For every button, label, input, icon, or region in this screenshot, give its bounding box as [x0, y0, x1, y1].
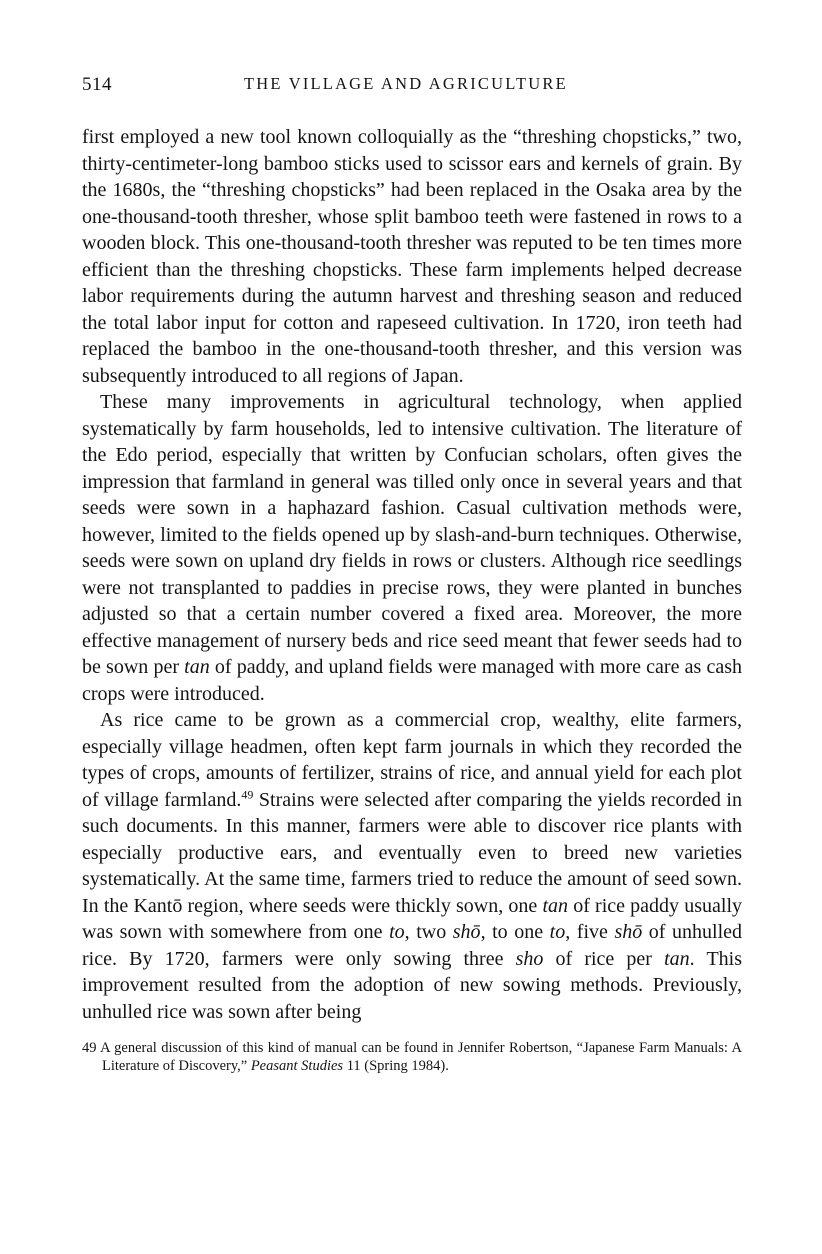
- paragraph: [82, 389, 742, 707]
- italic-term: to: [389, 921, 405, 943]
- paragraph-text: , to one: [480, 921, 550, 943]
- footnote-text: 11 (Spring 1984).: [343, 1058, 449, 1074]
- running-header: [82, 70, 742, 100]
- paragraph-text: These many improvements in agricultural technology, when applied systematically by farm households, led to intensive cultivation. The literature of the Edo period, especially that written by Confucian scholars, often gives the impression that farmland in general was tilled only once in several years and that seeds were sown in a haphazard fashion. Casual cultivation methods were, however, limited to the fields opened up by slash-and-burn techniques. Otherwise, seeds were sown on upland dry fields in rows or clusters. Although rice seedlings were not transplanted to paddies in precise rows, they were planted in bunches adjusted so that a certain number covered a fixed area. Moreover, the more effective management of nursery beds and rice seed meant that fewer seeds had to be sown per: [82, 391, 742, 678]
- italic-term: sho: [515, 947, 544, 970]
- italic-term: tan: [664, 947, 690, 970]
- paragraph-text: As rice came to be grown as a commercial crop, wealthy, elite farmers, especially village headmen, often kept farm journals in which they recorded the types of crops, amounts of fertilizer, strains of rice, and annual yield for each plot of village farmland.: [82, 709, 742, 811]
- paragraph: [82, 707, 742, 1025]
- paragraph-text: of unhulled rice. By 1720, farmers were only sowing three: [82, 921, 743, 970]
- paragraph-text: . This improvement resulted from the adoption of new sowing methods. Previously, unhulled rice was sown after being: [82, 947, 742, 1023]
- body-text: [82, 124, 742, 1025]
- footnote-reference: 49: [241, 786, 254, 801]
- italic-term: shō: [452, 921, 481, 943]
- paragraph-text: of paddy, and upland fields were managed with more care as cash crops were introduced.: [82, 656, 743, 705]
- paragraph-text: first employed a new tool known colloquially as the “threshing chopsticks,” two, thirty-centimeter-long bamboo sticks used to scissor ears and kernels of grain. By the 1680s, the “threshing chopsticks” had been replaced in the Osaka area by the one-thousand-tooth thresher, whose split bamboo teeth were fastened in rows to a wooden block. This one-thousand-tooth thresher was reputed to be ten times more efficient than the threshing chopsticks. These farm implements helped decrease labor requirements during the autumn harvest and threshing season and reduced the total labor input for cotton and rapeseed cultivation. In 1720, iron teeth had replaced the bamboo in the one-thousand-tooth thresher, and this version was subsequently introduced to all regions of Japan.: [82, 126, 742, 387]
- paragraph-text: of rice per: [543, 947, 665, 970]
- paragraph-text: of rice paddy usually was sown with somewhere from one: [82, 894, 742, 943]
- italic-term: to: [549, 921, 566, 943]
- page-number: 514: [82, 74, 112, 95]
- chapter-title: THE VILLAGE AND AGRICULTURE: [244, 74, 568, 93]
- footnote-text: A general discussion of this kind of manual can be found in Jennifer Robertson, “Japanese Farm Manuals: A Literature of Discovery,”: [96, 1040, 742, 1074]
- journal-title: Peasant Studies: [250, 1058, 344, 1074]
- footnote-number: 49: [82, 1040, 97, 1056]
- paragraph-text: , five: [565, 921, 615, 943]
- footnote: [82, 1039, 742, 1075]
- italic-term: shō: [614, 921, 643, 943]
- paragraph-text: Strains were selected after comparing the yields recorded in such documents. In this manner, farmers were able to discover rice plants with especially productive ears, and eventually even to breed new varieties systematically. At the same time, farmers tried to reduce the amount of seed sown. In the Kantō region, where seeds were thickly sown, one: [82, 788, 742, 917]
- italic-term: tan: [184, 656, 210, 678]
- italic-term: tan: [542, 894, 569, 917]
- paragraph: [82, 124, 742, 389]
- paragraph-text: , two: [404, 921, 453, 943]
- book-page: [82, 70, 742, 1075]
